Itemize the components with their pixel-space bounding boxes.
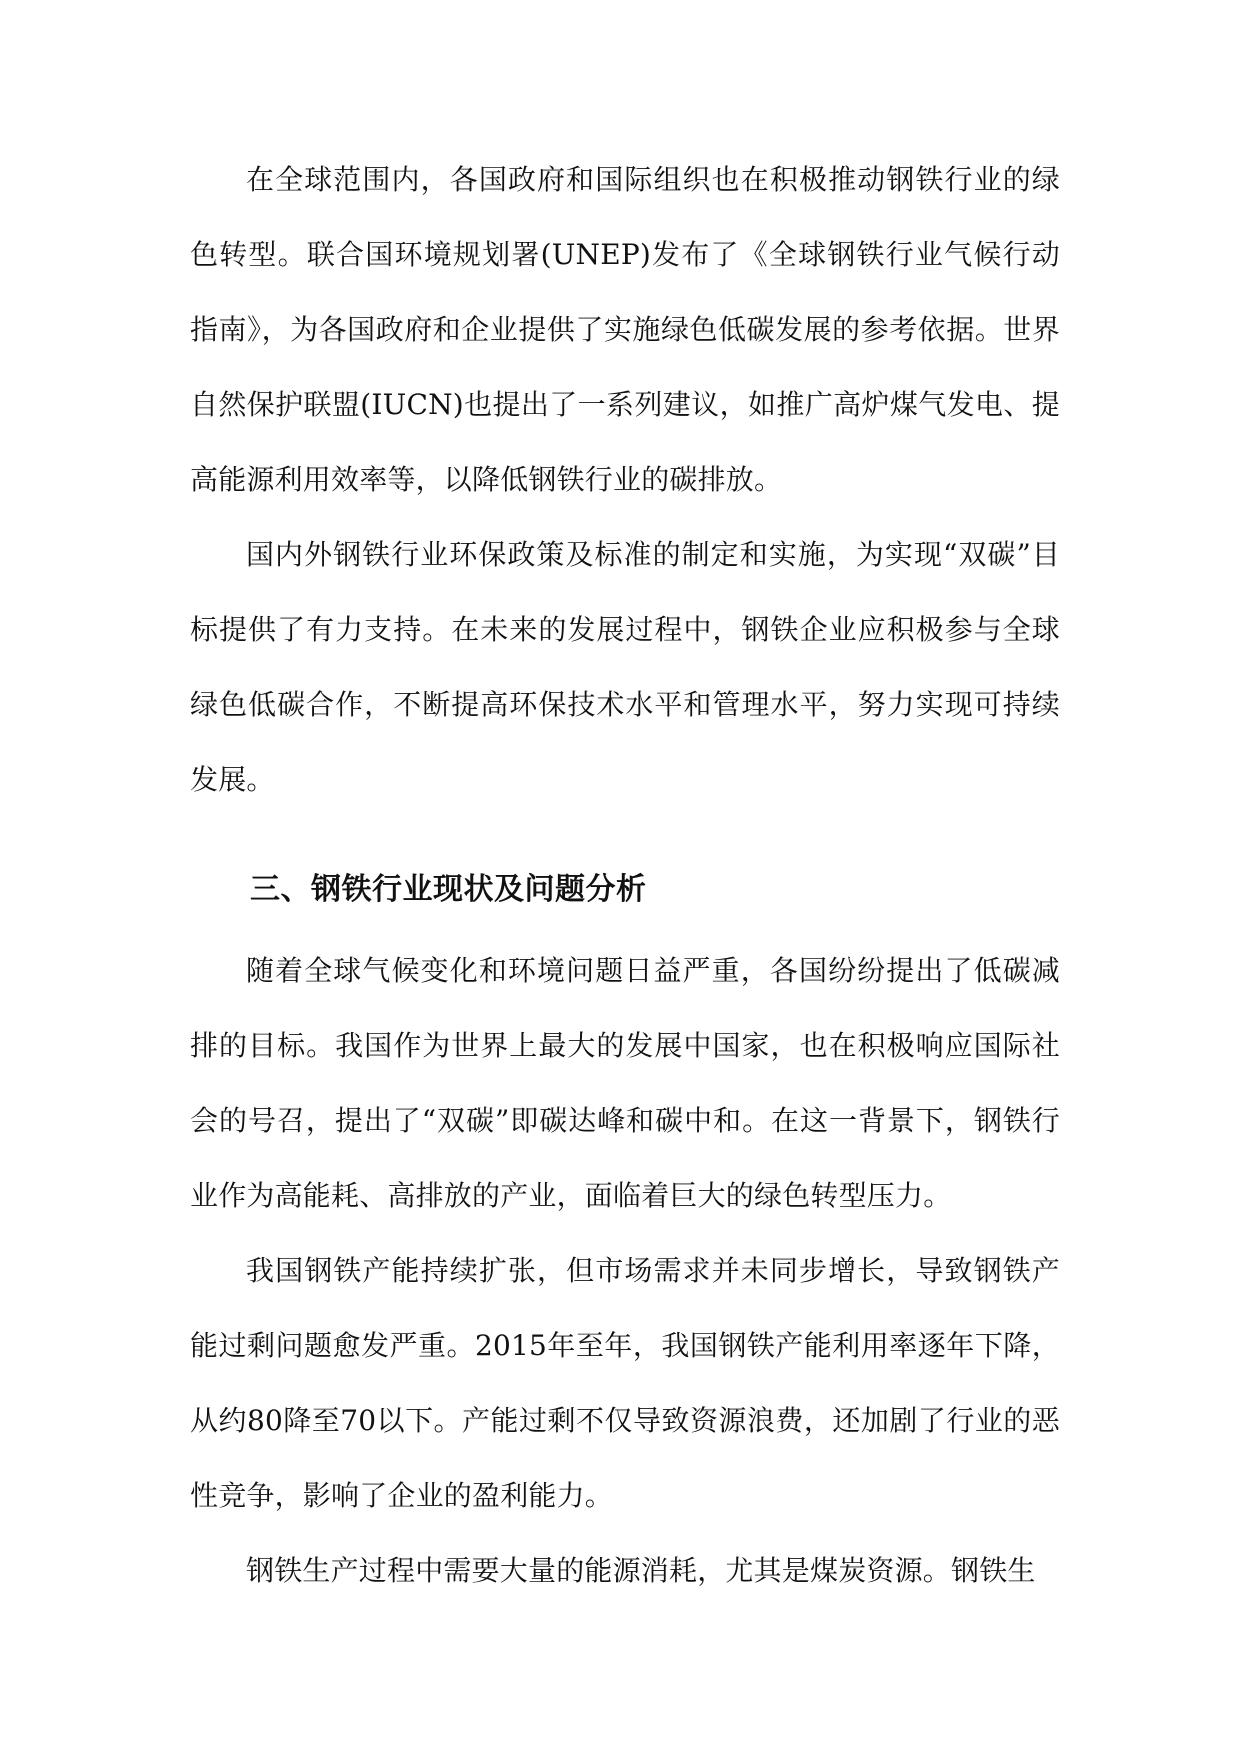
paragraph-energy-consumption: 钢铁生产过程中需要大量的能源消耗，尤其是煤炭资源。钢铁生 [246, 1554, 1036, 1587]
document-body [190, 142, 1060, 1608]
paragraph-dual-carbon-background: 随着全球气候变化和环境问题日益严重，各国纷纷提出了低碳减排的目标。我国作为世界上最大的发展中国家，也在积极响应国际社会的号召，提出了“双碳”即碳达峰和碳中和。在这一背景下，钢铁行业作为高能耗、高排放的产业，面临着巨大的绿色转型压力。 [190, 954, 1060, 1212]
paragraph-overcapacity: 我国钢铁产能持续扩张，但市场需求并未同步增长，导致钢铁产能过剩问题愈发严重。2015年至年，我国钢铁产能利用率逐年下降，从约80降至70以下。产能过剩不仅导致资源浪费，还加剧了行业的恶性竞争，影响了企业的盈利能力。 [190, 1254, 1060, 1512]
section-heading: 三、钢铁行业现状及问题分析 [250, 872, 647, 907]
paragraph-policy-support: 国内外钢铁行业环保政策及标准的制定和实施，为实现“双碳”目标提供了有力支持。在未来的发展过程中，钢铁企业应积极参与全球绿色低碳合作，不断提高环保技术水平和管理水平，努力实现可持续发展。 [190, 538, 1060, 796]
paragraph-international-green-transition: 在全球范围内，各国政府和国际组织也在积极推动钢铁行业的绿色转型。联合国环境规划署(UNEP)发布了《全球钢铁行业气候行动指南》，为各国政府和企业提供了实施绿色低碳发展的参考依据。世界自然保护联盟(IUCN)也提出了一系列建议，如推广高炉煤气发电、提高能源利用效率等，以降低钢铁行业的碳排放。 [190, 163, 1060, 496]
